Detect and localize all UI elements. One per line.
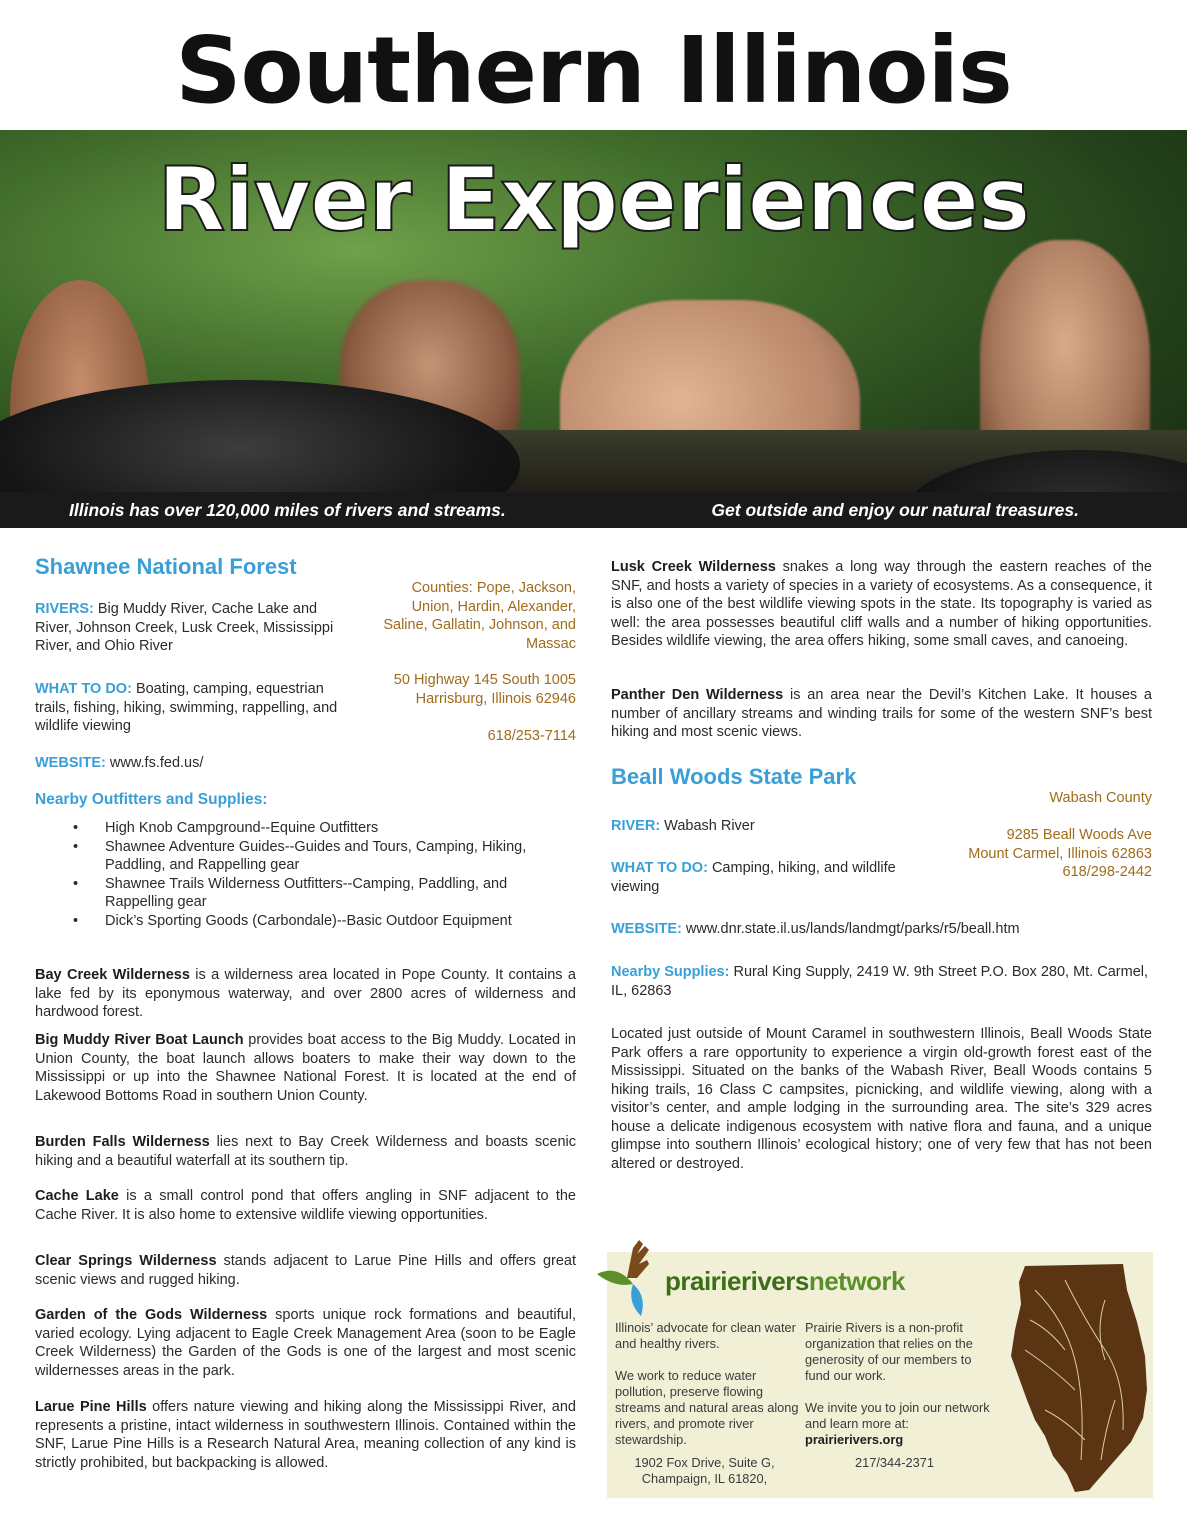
area-paragraph bbox=[611, 558, 1152, 651]
shawnee-website bbox=[35, 754, 335, 773]
supplies-text: Rural King Supply, 2419 W. 9th Street P.O. Box 280, Mt. Carmel, IL, 62863 bbox=[611, 964, 1149, 999]
area-name: Bay Creek Wilderness bbox=[35, 967, 190, 983]
shawnee-address bbox=[340, 671, 576, 708]
area-text: snakes a long way through the eastern reaches of the SNF, and hosts a variety of species in a variety of ecosystems. As a consequence, it is also one of the best wildlife viewing spots in the state. Its topography is varied as well: the area possesses beautiful cliff walls and a number of hiking opportunities. Besides wildlife viewing, the area offers hiking, some small caves, and canoeing. bbox=[611, 559, 1152, 649]
beall-river bbox=[611, 817, 911, 836]
area-text: stands adjacent to Larue Pine Hills and offers great scenic views and rugged hiking. bbox=[35, 1253, 576, 1288]
address-line: Harrisburg, Illinois 62946 bbox=[415, 690, 576, 707]
shawnee-counties: Counties: Pope, Jackson, Union, Hardin, Alexander, Saline, Gallatin, Johnson, and Massac bbox=[383, 580, 576, 652]
address-line: 1902 Fox Drive, Suite G, bbox=[634, 1455, 775, 1470]
address-line: 9285 Beall Woods Ave bbox=[1006, 827, 1152, 843]
logo-part: prairierivers bbox=[665, 1266, 809, 1296]
hero-title: River Experiences bbox=[157, 148, 1030, 251]
area-name: Cache Lake bbox=[35, 1188, 119, 1204]
area-paragraph bbox=[35, 1306, 576, 1380]
website-link[interactable]: www.dnr.state.il.us/lands/landmgt/parks/r5/beall.htm bbox=[681, 921, 1020, 937]
prn-logo-icon bbox=[593, 1238, 663, 1328]
shawnee-rivers bbox=[35, 600, 335, 656]
banner-left-text: Illinois has over 120,000 miles of rivers and streams. bbox=[69, 499, 506, 520]
website-label: WEBSITE: bbox=[611, 921, 682, 937]
beall-address bbox=[900, 826, 1152, 882]
what-label: WHAT TO DO: bbox=[611, 860, 708, 876]
shawnee-what bbox=[35, 680, 355, 736]
area-text: provides boat access to the Big Muddy. Located in Union County, the boat launch allows boaters to make their way down to the Mississippi or up into the Shawnee National Forest. It is located at the end of Lakewood Bottoms Road in southern Union County. bbox=[35, 1032, 576, 1104]
hero-photo bbox=[0, 130, 1187, 528]
prn-text: Illinois’ advocate for clean water and healthy rivers. bbox=[615, 1320, 796, 1351]
area-name: Larue Pine Hills bbox=[35, 1399, 147, 1415]
river-label: RIVER: bbox=[611, 818, 661, 834]
rivers-label: RIVERS: bbox=[35, 601, 94, 617]
beall-website bbox=[611, 920, 1152, 939]
beall-description: Located just outside of Mount Caramel in southwestern Illinois, Beall Woods State Park offers a rare opportunity to experience a virgin old-growth forest east of the Mississippi. Situated on the banks of the Wabash River, Beall Woods contains 5 hiking trails, 16 Class C campsites, picnicking, and wildlife viewing, along with a visitor’s center, and ample lodging in the surrounding area. The site’s 329 acres house a delicate indigenous ecosystem with native flora and fauna, and a unique glimpse into southern Illinois’ ecological history; one of very few that has not been altered or destroyed. bbox=[611, 1026, 1152, 1172]
website-link[interactable]: www.fs.fed.us/ bbox=[105, 755, 204, 771]
area-text: sports unique rock formations and beautiful, varied ecology. Lying adjacent to Eagle Creek Management Area (soon to be Eagle Creek Wilderness) the Garden of the Gods is one of the largest and most scenic wildernesses areas in the park. bbox=[35, 1307, 576, 1379]
area-paragraph bbox=[35, 1133, 576, 1170]
shawnee-heading: Shawnee National Forest bbox=[35, 554, 297, 579]
prn-address bbox=[607, 1455, 802, 1487]
area-paragraph bbox=[35, 966, 576, 1022]
what-text: Camping, hiking, and wildlife viewing bbox=[611, 860, 896, 895]
rivers-text: Big Muddy River, Cache Lake and River, Johnson Creek, Lusk Creek, Mississippi River, and Ohio River bbox=[35, 601, 334, 654]
list-item: • High Knob Campground--Equine Outfitters bbox=[35, 819, 575, 838]
area-text: is a wilderness area located in Pope County. It contains a lake fed by its eponymous waterway, and over 2800 acres of wilderness and hardwood forest. bbox=[35, 967, 576, 1020]
beall-supplies bbox=[611, 963, 1152, 1000]
prn-text: Prairie Rivers is a non-profit organization that relies on the generosity of our members to fund our work. bbox=[805, 1320, 973, 1383]
address-line: Champaign, IL 61820, bbox=[641, 1471, 768, 1486]
shawnee-phone: 618/253-7114 bbox=[487, 728, 576, 744]
area-name: Panther Den Wilderness bbox=[611, 687, 784, 703]
area-paragraph bbox=[35, 1187, 576, 1224]
beall-heading: Beall Woods State Park bbox=[611, 764, 857, 789]
prn-phone: 217/344-2371 bbox=[855, 1455, 934, 1470]
supplies-label: Nearby Supplies: bbox=[611, 964, 730, 980]
prn-text: We invite you to join our network and learn more at: bbox=[805, 1400, 990, 1431]
area-text: lies next to Bay Creek Wilderness and boasts scenic hiking and a beautiful waterfall at its southern tip. bbox=[35, 1134, 576, 1169]
river-text: Wabash River bbox=[660, 818, 755, 834]
outfitters-heading: Nearby Outfitters and Supplies: bbox=[35, 791, 268, 808]
area-name: Garden of the Gods Wilderness bbox=[35, 1307, 268, 1323]
list-item: • Shawnee Trails Wilderness Outfitters--Camping, Paddling, and Rappelling gear bbox=[35, 875, 575, 912]
hero-banner bbox=[0, 492, 1187, 528]
area-name: Burden Falls Wilderness bbox=[35, 1134, 210, 1150]
logo-part: network bbox=[808, 1266, 906, 1296]
list-item: • Dick’s Sporting Goods (Carbondale)--Basic Outdoor Equipment bbox=[35, 912, 575, 931]
list-item: • Shawnee Adventure Guides--Guides and Tours, Camping, Hiking, Paddling, and Rappelling gear bbox=[35, 838, 575, 875]
area-paragraph bbox=[35, 1252, 576, 1289]
illinois-map-icon bbox=[1005, 1260, 1155, 1496]
area-text: is a small control pond that offers angling in SNF adjacent to the Cache River. It is also home to extensive wildlife viewing opportunities. bbox=[35, 1188, 576, 1223]
banner-right-text: Get outside and enjoy our natural treasures. bbox=[711, 499, 1079, 520]
area-name: Clear Springs Wilderness bbox=[35, 1253, 217, 1269]
area-text: is an area near the Devil’s Kitchen Lake. It houses a number of ancillary streams and winding trails for some of the western SNF’s best hiking and most scenic views. bbox=[611, 687, 1152, 740]
area-name: Big Muddy River Boat Launch bbox=[35, 1032, 244, 1048]
beall-county: Wabash County bbox=[1049, 790, 1152, 806]
area-paragraph bbox=[35, 1398, 576, 1472]
what-label: WHAT TO DO: bbox=[35, 681, 132, 697]
prairie-rivers-ad bbox=[607, 1252, 1153, 1498]
what-text: Boating, camping, equestrian trails, fishing, hiking, swimming, rappelling, and wildlife viewing bbox=[35, 681, 338, 734]
website-label: WEBSITE: bbox=[35, 755, 106, 771]
prn-text: We work to reduce water pollution, preserve flowing streams and natural areas along rivers, and promote river stewardship. bbox=[615, 1368, 799, 1447]
area-paragraph bbox=[35, 1031, 576, 1105]
phone: 618/298-2442 bbox=[1062, 864, 1152, 880]
address-line: 50 Highway 145 South 1005 bbox=[393, 672, 576, 688]
page-title: Southern Illinois bbox=[175, 17, 1012, 124]
address-line: Mount Carmel, Illinois 62863 bbox=[968, 845, 1152, 862]
prn-logo-text bbox=[665, 1266, 905, 1297]
area-text: offers nature viewing and hiking along the Mississippi River, and represents a pristine, intact wilderness in southwestern Illinois. Contained within the SNF, Larue Pine Hills is a Research Natural Area, meaning collection of any kind is strictly prohibited, but backpacking is allowed. bbox=[35, 1399, 576, 1471]
outfitters-list bbox=[35, 819, 575, 930]
beall-what bbox=[611, 859, 911, 896]
area-name: Lusk Creek Wilderness bbox=[611, 559, 776, 575]
prn-url[interactable]: prairierivers.org bbox=[805, 1432, 904, 1447]
area-paragraph bbox=[611, 686, 1152, 742]
